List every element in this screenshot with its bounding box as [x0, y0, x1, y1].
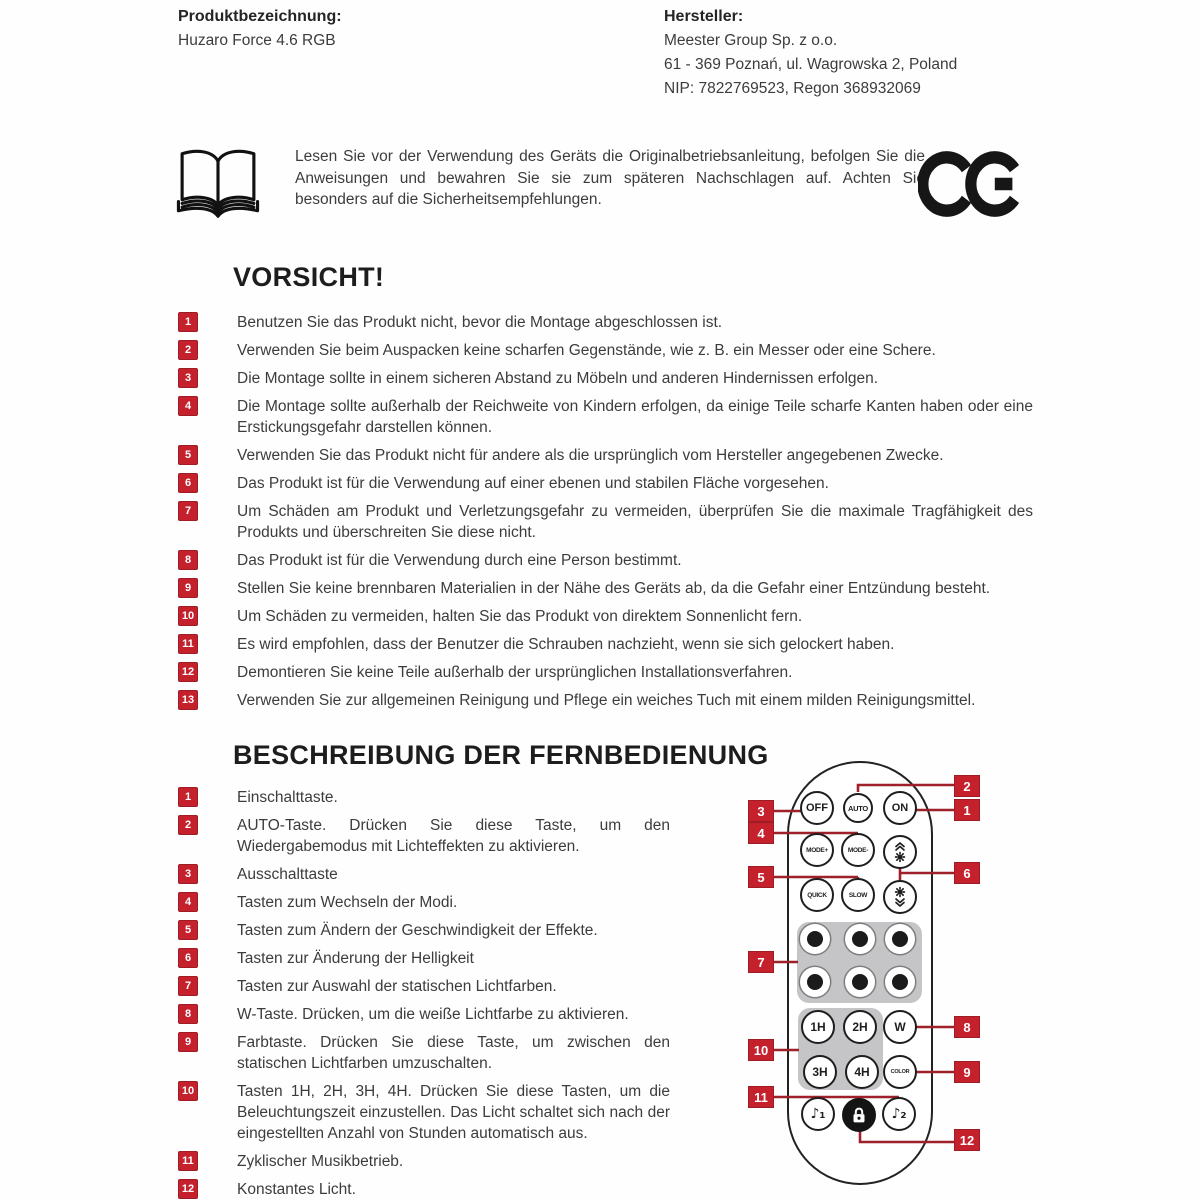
- list-item: 8 W-Taste. Drücken, um die weiße Lichtfarbe zu aktivieren.: [178, 1004, 670, 1025]
- list-item: 11 Es wird empfohlen, dass der Benutzer die Schrauben nachzieht, wenn sie sich gelockert haben.: [178, 634, 1033, 655]
- callout-badge: 1: [954, 799, 980, 821]
- w-button: W: [883, 1010, 917, 1044]
- item-number-badge: 4: [178, 892, 198, 912]
- list-item: 4 Tasten zum Wechseln der Modi.: [178, 892, 670, 913]
- color-dot-core: [852, 974, 868, 990]
- callout-badge: 8: [954, 1016, 980, 1038]
- item-number-badge: 3: [178, 864, 198, 884]
- list-item: 9 Stellen Sie keine brennbaren Materialien in der Nähe des Geräts ab, da die Gefahr einer Entzündung besteht.: [178, 578, 1033, 599]
- list-item: 1 Einschalttaste.: [178, 787, 670, 808]
- 4h-button: 4H: [845, 1055, 879, 1089]
- list-item: 12 Konstantes Licht.: [178, 1179, 670, 1200]
- callout-badge: 7: [748, 951, 774, 973]
- music-2-button: ♪₂: [882, 1097, 916, 1131]
- 1h-button: 1H: [801, 1010, 835, 1044]
- mode-minus-button: MODE-: [841, 833, 875, 867]
- slow-button: SLOW: [841, 878, 875, 912]
- list-item: 7 Um Schäden am Produkt und Verletzungsgefahr zu vermeiden, überprüfen Sie die maximale Tragfähigkeit des Produkts und überschreiten Sie diese nicht.: [178, 501, 1033, 543]
- caution-list: [178, 312, 1033, 718]
- callout-badge: 9: [954, 1061, 980, 1083]
- list-item: 6 Tasten zur Änderung der Helligkeit: [178, 948, 670, 969]
- product-block: [178, 5, 342, 53]
- list-item: 10 Um Schäden zu vermeiden, halten Sie das Produkt von direktem Sonnenlicht fern.: [178, 606, 1033, 627]
- callout-badge: 5: [748, 866, 774, 888]
- item-number-badge: 13: [178, 690, 198, 710]
- item-number-badge: 8: [178, 1004, 198, 1024]
- list-item: 3 Die Montage sollte in einem sicheren Abstand zu Möbeln und anderen Hindernissen erfolgen.: [178, 368, 1033, 389]
- open-book-icon: [172, 146, 264, 229]
- color-dot-button: [800, 967, 830, 997]
- item-number-badge: 5: [178, 920, 198, 940]
- brightness-down-button: [883, 880, 917, 914]
- color-dot-button: [885, 967, 915, 997]
- callout-badge: 10: [748, 1039, 774, 1061]
- remote-diagram: [740, 755, 1000, 1200]
- callout-badge: 4: [748, 822, 774, 844]
- brightness-down-icon: [888, 885, 912, 909]
- brightness-up-button: [883, 835, 917, 869]
- item-number-badge: 6: [178, 473, 198, 493]
- list-item: 3 Ausschalttaste: [178, 864, 670, 885]
- color-dot-button: [845, 924, 875, 954]
- item-number-badge: 12: [178, 662, 198, 682]
- color-dot-core: [852, 931, 868, 947]
- manufacturer-line: 61 - 369 Poznań, ul. Wagrowska 2, Poland: [664, 56, 958, 73]
- list-item: 12 Demontieren Sie keine Teile außerhalb der ursprünglichen Installationsverfahren.: [178, 662, 1033, 683]
- item-number-badge: 5: [178, 445, 198, 465]
- music-1-button: ♪₁: [801, 1097, 835, 1131]
- product-name: Huzaro Force 4.6 RGB: [178, 32, 336, 49]
- list-item: 7 Tasten zur Auswahl der statischen Lichtfarben.: [178, 976, 670, 997]
- quick-button: QUICK: [800, 878, 834, 912]
- callout-badge: 6: [954, 862, 980, 884]
- auto-button: AUTO: [843, 793, 873, 823]
- lock-button: [842, 1098, 876, 1132]
- callout-badge: 11: [748, 1086, 774, 1108]
- item-number-badge: 11: [178, 634, 198, 654]
- item-number-badge: 10: [178, 606, 198, 626]
- list-item: 10 Tasten 1H, 2H, 3H, 4H. Drücken Sie diese Tasten, um die Beleuchtungszeit einzustellen. Das Licht schaltet sich nach der eingestellten Anzahl von Stunden automatisch aus.: [178, 1081, 670, 1144]
- item-number-badge: 2: [178, 340, 198, 360]
- list-item: 6 Das Produkt ist für die Verwendung auf einer ebenen und stabilen Fläche vorgesehen.: [178, 473, 1033, 494]
- list-item: 5 Verwenden Sie das Produkt nicht für andere als die ursprünglich vom Hersteller angegebenen Zwecke.: [178, 445, 1033, 466]
- color-dot-core: [807, 931, 823, 947]
- item-number-badge: 7: [178, 976, 198, 996]
- manufacturer-label: Hersteller:: [664, 8, 744, 25]
- off-button: OFF: [800, 791, 834, 825]
- ce-mark-icon: [918, 144, 1022, 229]
- item-number-badge: 1: [178, 787, 198, 807]
- color-button: COLOR: [883, 1055, 917, 1089]
- color-dot-button: [800, 924, 830, 954]
- item-number-badge: 2: [178, 815, 198, 835]
- on-button: ON: [883, 791, 917, 825]
- color-dot-core: [892, 931, 908, 947]
- item-number-badge: 4: [178, 396, 198, 416]
- remote-description-list: [178, 787, 670, 1200]
- list-item: 8 Das Produkt ist für die Verwendung durch eine Person bestimmt.: [178, 550, 1033, 571]
- manufacturer-line: NIP: 7822769523, Regon 368932069: [664, 80, 921, 97]
- lock-icon: [848, 1104, 870, 1126]
- callout-badge: 3: [748, 800, 774, 822]
- item-number-badge: 10: [178, 1081, 198, 1101]
- item-number-badge: 7: [178, 501, 198, 521]
- manufacturer-line: Meester Group Sp. z o.o.: [664, 32, 838, 49]
- item-number-badge: 9: [178, 1032, 198, 1052]
- brightness-up-icon: [888, 840, 912, 864]
- product-label: Produktbezeichnung:: [178, 8, 342, 25]
- list-item: 1 Benutzen Sie das Produkt nicht, bevor die Montage abgeschlossen ist.: [178, 312, 1033, 333]
- item-number-badge: 9: [178, 578, 198, 598]
- manufacturer-block: [664, 5, 957, 101]
- item-number-badge: 3: [178, 368, 198, 388]
- list-item: 13 Verwenden Sie zur allgemeinen Reinigung und Pflege ein weiches Tuch mit einem milden Reinigungsmittel.: [178, 690, 1033, 711]
- color-dot-button: [845, 967, 875, 997]
- color-dot-button: [885, 924, 915, 954]
- item-number-badge: 11: [178, 1151, 198, 1171]
- remote-section-heading: BESCHREIBUNG DER FERNBEDIENUNG: [233, 740, 769, 770]
- color-dot-core: [807, 974, 823, 990]
- list-item: 2 AUTO-Taste. Drücken Sie diese Taste, um den Wiedergabemodus mit Lichteffekten zu aktivieren.: [178, 815, 670, 857]
- usage-notice: Lesen Sie vor der Verwendung des Geräts die Originalbetriebsanleitung, befolgen Sie die Anweisungen und bewahren Sie sie zum späteren Nachschlagen auf. Achten Sie besonders auf die Sicherheitsempfehlungen.: [295, 148, 925, 208]
- list-item: 4 Die Montage sollte außerhalb der Reichweite von Kindern erfolgen, da einige Teile scharfe Kanten haben oder eine Erstickungsgefahr darstellen können.: [178, 396, 1033, 438]
- callout-badge: 12: [954, 1129, 980, 1151]
- list-item: 2 Verwenden Sie beim Auspacken keine scharfen Gegenstände, wie z. B. ein Messer oder eine Schere.: [178, 340, 1033, 361]
- 2h-button: 2H: [843, 1010, 877, 1044]
- list-item: 5 Tasten zum Ändern der Geschwindigkeit der Effekte.: [178, 920, 670, 941]
- item-number-badge: 1: [178, 312, 198, 332]
- item-number-badge: 6: [178, 948, 198, 968]
- color-dot-core: [892, 974, 908, 990]
- callout-badge: 2: [954, 775, 980, 797]
- item-number-badge: 8: [178, 550, 198, 570]
- caution-heading: VORSICHT!: [233, 262, 385, 292]
- list-item: 11 Zyklischer Musikbetrieb.: [178, 1151, 670, 1172]
- mode-plus-button: MODE+: [800, 833, 834, 867]
- 3h-button: 3H: [803, 1055, 837, 1089]
- list-item: 9 Farbtaste. Drücken Sie diese Taste, um zwischen den statischen Lichtfarben umzuschalten.: [178, 1032, 670, 1074]
- item-number-badge: 12: [178, 1179, 198, 1199]
